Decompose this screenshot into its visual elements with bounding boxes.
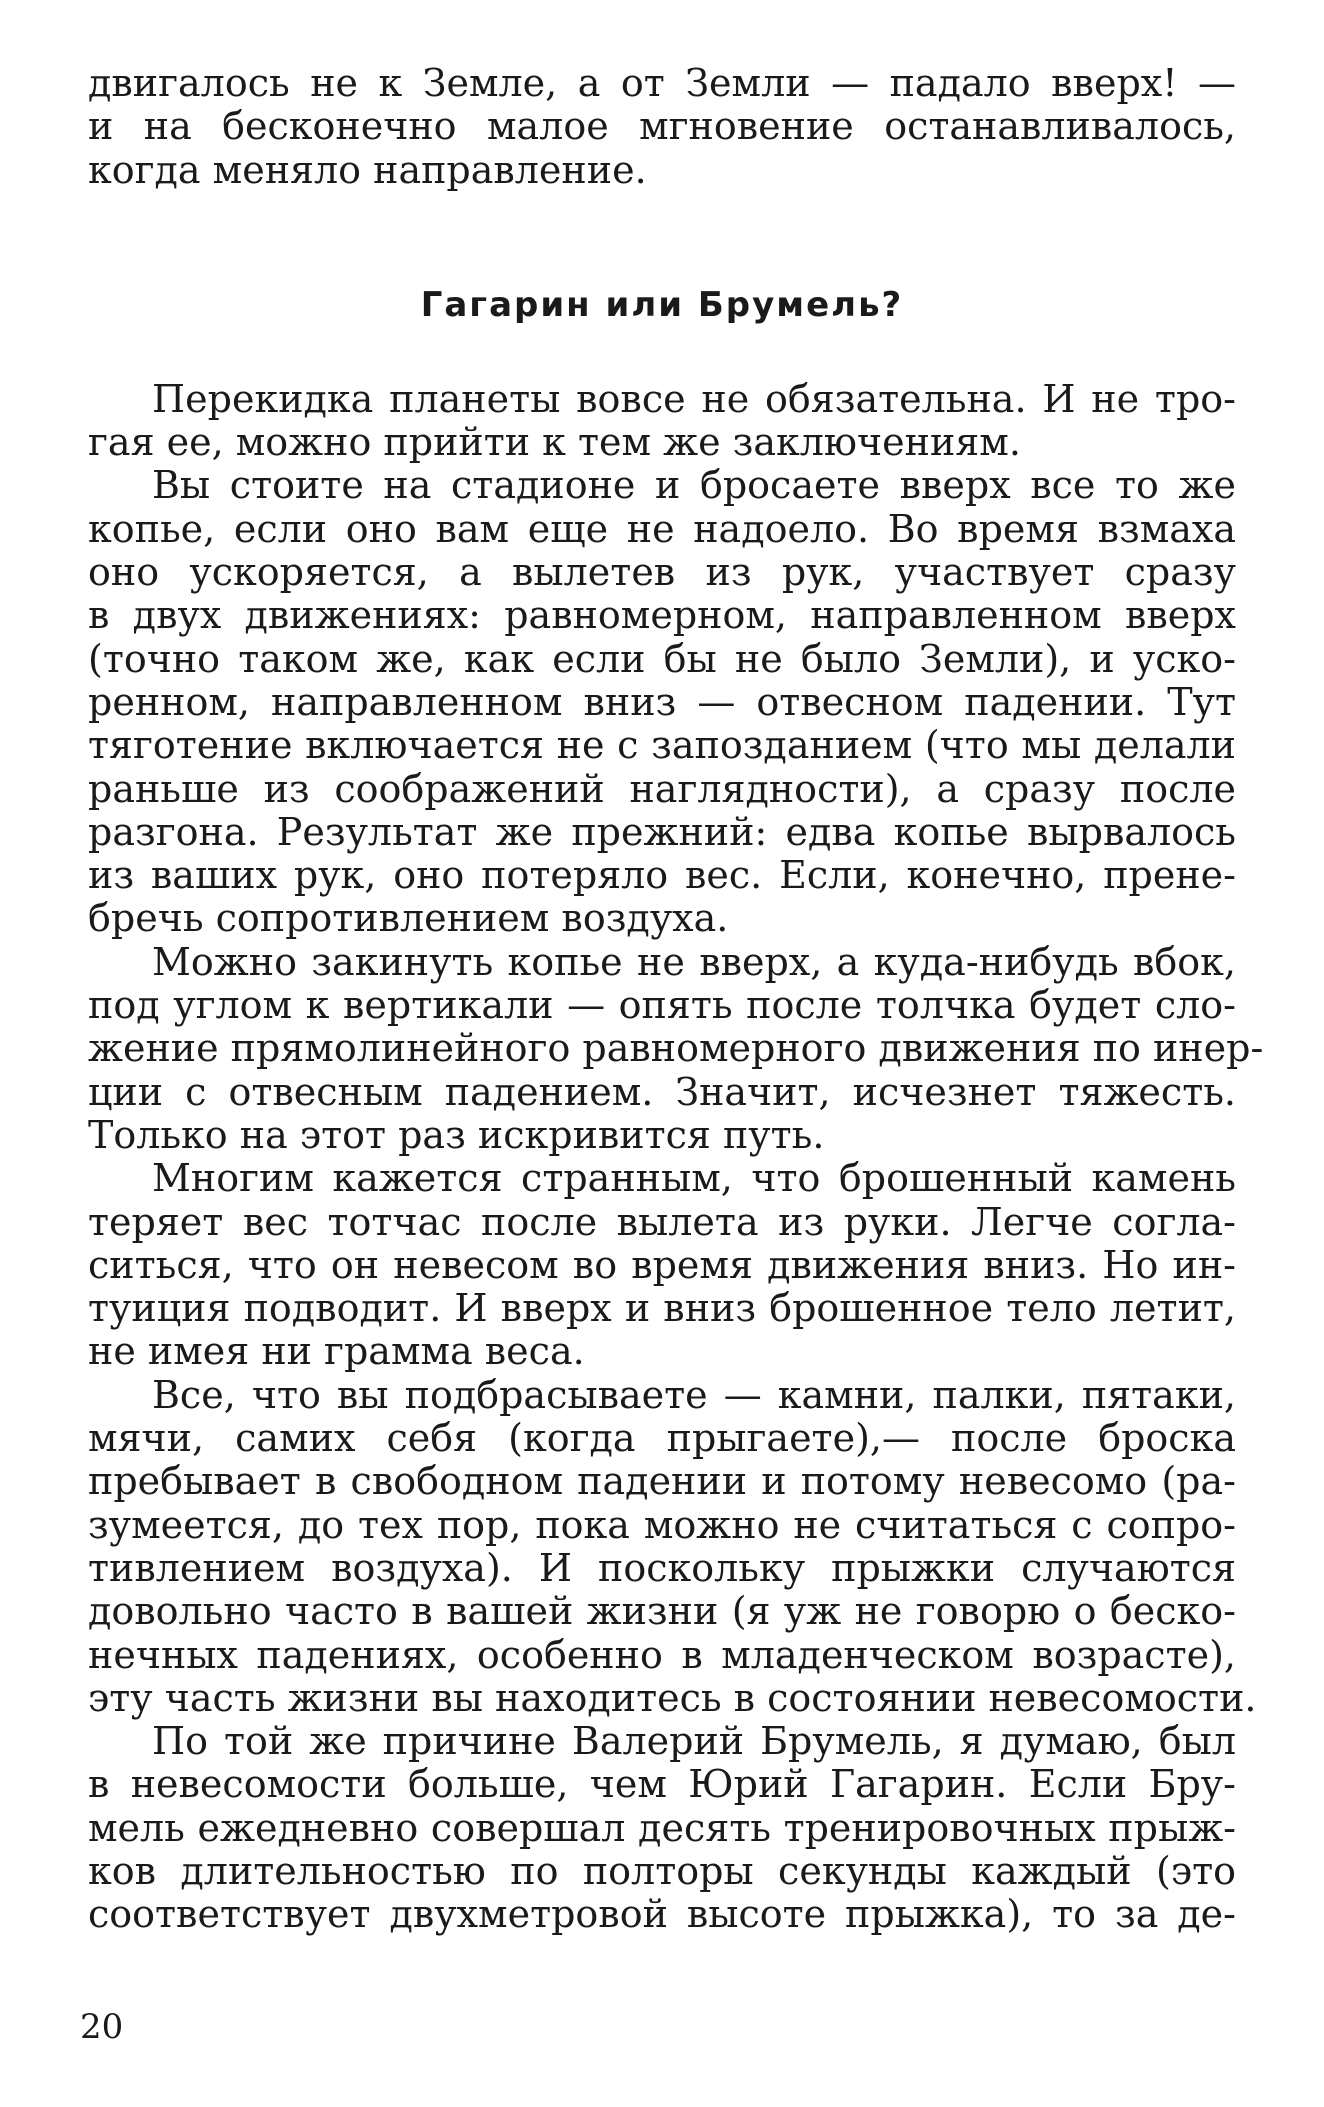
paragraph-2 bbox=[88, 464, 1236, 940]
text-line: жение прямолинейного равномерного движения по инер- bbox=[88, 1026, 1264, 1071]
text-line: ции с отвесным падением. Значит, исчезнет тяжесть. bbox=[88, 1069, 1236, 1114]
text-line: Вы стоите на стадионе и бросаете вверх все то же bbox=[152, 463, 1236, 508]
text-line: Перекидка планеты вовсе не обязательна. И не тро- bbox=[152, 376, 1236, 421]
text-line: мячи, самих себя (когда прыгаете),— после броска bbox=[88, 1416, 1236, 1461]
text-line: бречь сопротивлением воздуха. bbox=[88, 896, 729, 941]
text-line: эту часть жизни вы находитесь в состоянии невесомости. bbox=[88, 1675, 1257, 1720]
text-line: ков длительностью по полторы секунды каждый (это bbox=[88, 1848, 1236, 1893]
text-line: соответствует двухметровой высоте прыжка), то за де- bbox=[88, 1892, 1236, 1937]
page-body bbox=[88, 61, 1264, 1937]
text-line: зумеется, до тех пор, пока можно не считаться с сопро- bbox=[88, 1502, 1236, 1547]
paragraph-5 bbox=[88, 1372, 1257, 1720]
text-line: копье, если оно вам еще не надоело. Во время взмаха bbox=[88, 506, 1236, 551]
text-line: нечных падениях, особенно в младенческом возрасте), bbox=[88, 1632, 1236, 1677]
text-line: туиция подводит. И вверх и вниз брошенное тело летит, bbox=[88, 1286, 1236, 1331]
text-line: раньше из соображений наглядности), а сразу после bbox=[88, 766, 1236, 811]
text-line: когда меняло направление. bbox=[88, 147, 647, 192]
text-line: Все, что вы подбрасываете — камни, палки, пятаки, bbox=[152, 1372, 1236, 1417]
text-line: оно ускоряется, а вылетев из рук, участвует сразу bbox=[88, 550, 1236, 595]
text-line: гая ее, можно прийти к тем же заключениям. bbox=[88, 420, 1021, 465]
text-line: ситься, что он невесом во время движения вниз. Но ин- bbox=[88, 1242, 1236, 1287]
text-line: из ваших рук, оно потеряло вес. Если, конечно, прене- bbox=[88, 853, 1236, 898]
text-line: в двух движениях: равномерном, направленном вверх bbox=[88, 593, 1236, 638]
text-line: ренном, направленном вниз — отвесном падении. Тут bbox=[88, 679, 1236, 724]
text-line: тивлением воздуха). И поскольку прыжки случаются bbox=[88, 1545, 1236, 1590]
paragraph-4 bbox=[88, 1157, 1236, 1373]
section-heading: Гагарин или Брумель? bbox=[420, 284, 904, 325]
text-line: пребывает в свободном падении и потому невесомо (ра- bbox=[88, 1459, 1236, 1504]
text-line: под углом к вертикали — опять после толчка будет сло- bbox=[88, 983, 1236, 1028]
text-line: довольно часто в вашей жизни (я уж не говорю о беско- bbox=[88, 1589, 1236, 1634]
text-line: (точно таком же, как если бы не было Земли), и уско- bbox=[88, 636, 1236, 681]
intro-paragraph bbox=[88, 62, 1236, 192]
text-line: двигалось не к Земле, а от Земли — падало вверх! — bbox=[88, 61, 1236, 105]
text-line: Можно закинуть копье не вверх, а куда-нибудь вбок, bbox=[152, 939, 1236, 984]
text-line: и на бесконечно малое мгновение останавливалось, bbox=[88, 104, 1236, 149]
paragraph-1 bbox=[88, 378, 1236, 465]
text-line: не имея ни грамма веса. bbox=[88, 1329, 585, 1374]
paragraph-6 bbox=[88, 1720, 1236, 1936]
text-line: тяготение включается не с запозданием (что мы делали bbox=[88, 723, 1236, 768]
text-line: Только на этот раз искривится путь. bbox=[88, 1112, 825, 1157]
text-line: По той же причине Валерий Брумель, я думаю, был bbox=[152, 1719, 1236, 1764]
text-line: мель ежедневно совершал десять тренировочных прыж- bbox=[88, 1805, 1236, 1850]
text-line: в невесомости больше, чем Юрий Гагарин. Если Бру- bbox=[88, 1762, 1236, 1807]
text-line: теряет вес тотчас после вылета из руки. Легче согла- bbox=[88, 1199, 1236, 1244]
text-line: разгона. Результат же прежний: едва копье вырвалось bbox=[88, 809, 1236, 854]
page-number: 20 bbox=[80, 2007, 124, 2047]
text-line: Многим кажется странным, что брошенный камень bbox=[152, 1156, 1236, 1201]
paragraph-3 bbox=[88, 939, 1264, 1157]
